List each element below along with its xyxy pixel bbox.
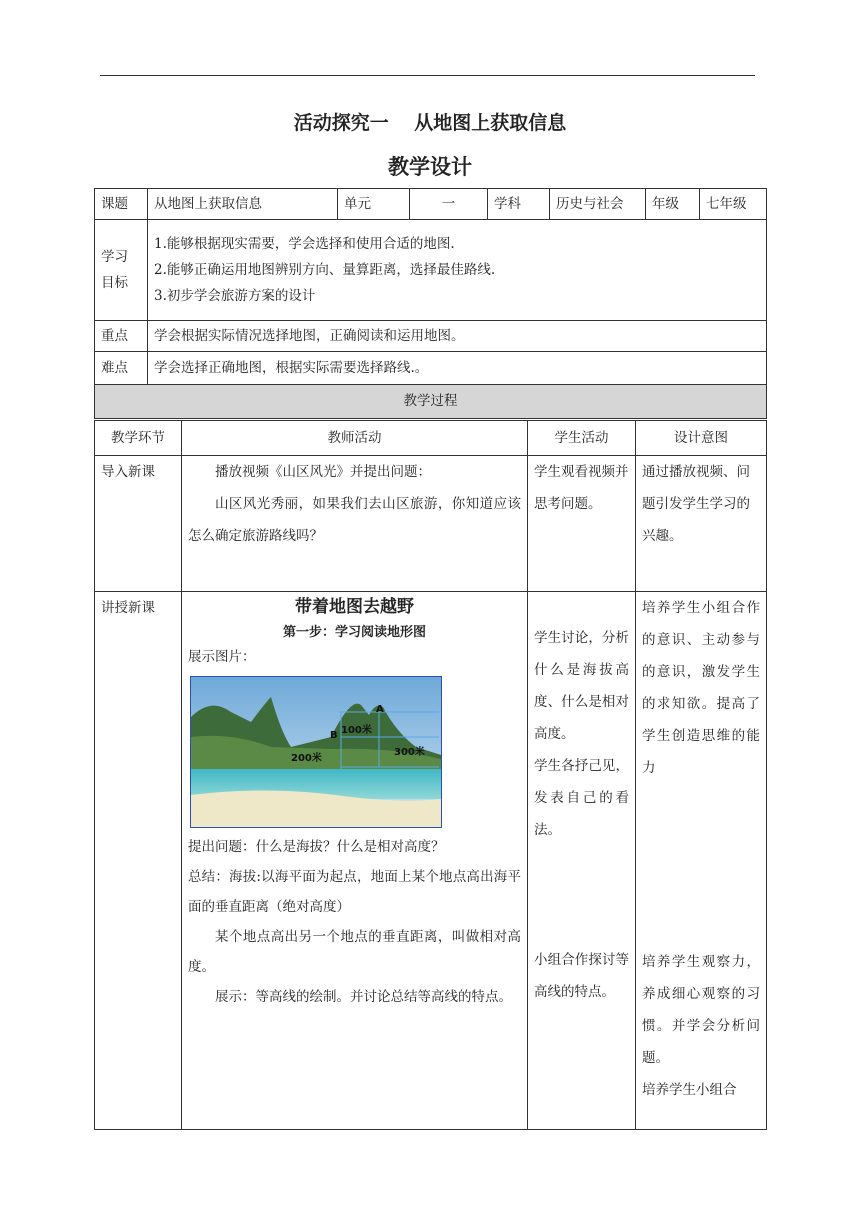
grade-label: 年级 (646, 189, 700, 220)
intent-observe: 培养学生观察力，养成细心观察的习惯。并学会分析问题。 (642, 954, 760, 1066)
photo-label-300m: 300米 (394, 746, 425, 758)
intro-teacher (182, 456, 528, 592)
summary-line: 总结：海拔:以海平面为起点，地面上某个地点高出海平面的垂直距离（绝对高度） (188, 868, 521, 915)
unit-label: 单元 (338, 189, 410, 220)
info-row-goals (95, 220, 767, 321)
info-table (94, 188, 767, 419)
contour-line: 展示：等高线的绘制。并讨论总结等高线的特点。 (215, 988, 512, 1005)
subject-value: 历史与社会 (550, 189, 646, 220)
intro-student: 学生观看视频并思考问题。 (528, 456, 636, 592)
process-header-row (95, 385, 767, 419)
subject-label: 学科 (488, 189, 550, 220)
student-opinion: 学生各抒己见，发表自己的看法。 (534, 758, 629, 838)
question-line: 提出问题：什么是海拔？什么是相对高度？ (188, 838, 445, 855)
row-intro (95, 456, 767, 592)
page-title: 活动探究一 从地图上获取信息 (293, 112, 567, 134)
photo-label-b: B (330, 729, 338, 741)
col-stage: 教学环节 (95, 421, 182, 456)
row-teach (95, 592, 767, 1130)
intro-teacher-line-1: 播放视频《山区风光》并提出问题： (215, 464, 431, 480)
teach-student (528, 592, 636, 1130)
student-group: 小组合作探讨等高线的特点。 (534, 952, 629, 1000)
photo-label-200m: 200米 (291, 752, 322, 764)
photo-label-a: A (376, 703, 384, 715)
info-row-key (95, 321, 767, 352)
intent-group: 培养学生小组合 (642, 1082, 737, 1098)
topic-value: 从地图上获取信息 (148, 189, 338, 220)
key-label: 重点 (95, 321, 148, 352)
info-row-topic (95, 189, 767, 220)
teach-intent (636, 592, 767, 1130)
goals-label-2: 目标 (101, 275, 128, 291)
photo-label-100m: 100米 (341, 724, 372, 736)
process-columns-row (95, 421, 767, 456)
goal-item: 3.初步学会旅游方案的设计 (154, 288, 316, 304)
col-intent: 设计意图 (636, 421, 767, 456)
process-header: 教学过程 (95, 385, 767, 419)
unit-value: 一 (410, 189, 488, 220)
teach-teacher-text (188, 832, 521, 1012)
goal-item: 1.能够根据现实需要，学会选择和使用合适的地图. (154, 236, 455, 252)
intent-cooperate: 培养学生小组合作的意识、主动参与的意识，激发学生的求知欲。提高了学生创造思维的能力 (642, 600, 760, 776)
goal-item: 2.能够正确运用地图辨别方向、量算距离，选择最佳路线. (154, 262, 496, 278)
topic-label: 课题 (95, 189, 148, 220)
difficulty-label: 难点 (95, 352, 148, 385)
section-heading: 带着地图去越野 (295, 597, 414, 617)
col-teacher: 教师活动 (182, 421, 528, 456)
difficulty-value: 学会选择正确地图，根据实际需要选择路线.。 (148, 352, 767, 385)
process-table (94, 420, 767, 1130)
step-heading: 第一步：学习阅读地形图 (282, 624, 426, 640)
intro-teacher-line-2: 山区风光秀丽，如果我们去山区旅游，你知道应该怎么确定旅游路线吗？ (188, 496, 521, 544)
intro-intent: 通过播放视频、问题引发学生学习的兴趣。 (636, 456, 767, 592)
show-pic-label: 展示图片： (188, 648, 256, 665)
goals-label-1: 学习 (101, 249, 128, 265)
goals-cell (148, 220, 767, 321)
page-subtitle: 教学设计 (388, 155, 472, 179)
col-student: 学生活动 (528, 421, 636, 456)
mountain-photo (190, 676, 442, 828)
relative-height-line: 某个地点高出另一个地点的垂直距离，叫做相对高度。 (188, 928, 521, 975)
header-rule (100, 75, 755, 76)
student-discuss: 学生讨论，分析什么是海拔高度、什么是相对高度。 (534, 630, 629, 742)
key-value: 学会根据实际情况选择地图，正确阅读和运用地图。 (148, 321, 767, 352)
grade-value: 七年级 (700, 189, 767, 220)
teach-stage: 讲授新课 (95, 592, 182, 1130)
goals-label (95, 220, 148, 321)
teach-teacher (182, 592, 528, 1130)
info-row-difficulty (95, 352, 767, 385)
intro-stage: 导入新课 (95, 456, 182, 592)
